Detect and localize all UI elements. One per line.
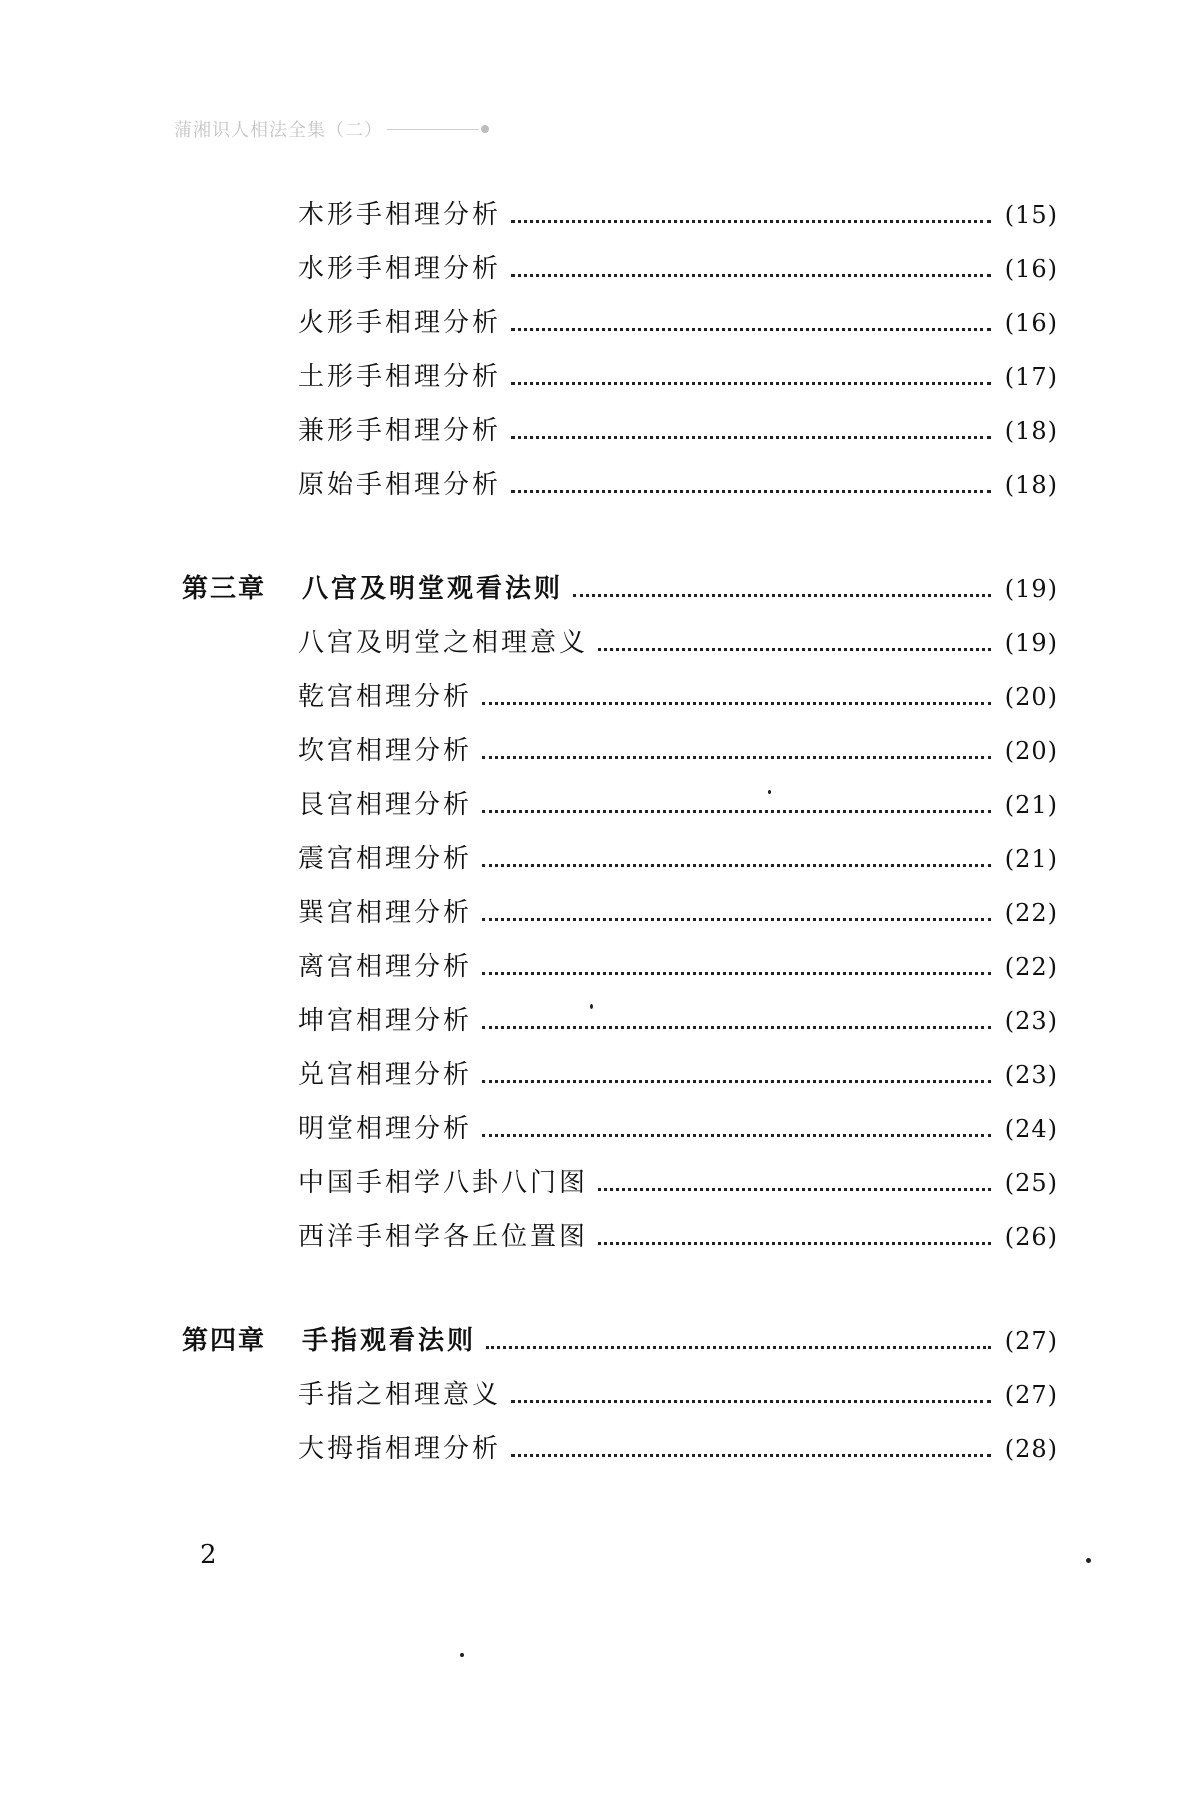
toc-chapter-row (182, 1320, 1058, 1360)
toc-section-row (298, 946, 1058, 986)
toc-dot-leader (511, 274, 991, 277)
toc-dot-leader (486, 1346, 991, 1349)
page-number: 2 (200, 1540, 217, 1570)
toc-dot-leader (598, 1242, 991, 1245)
toc-section-row (298, 194, 1058, 234)
toc-entry-title: 原始手相理分析 (298, 470, 502, 500)
toc-page-ref: (22) (1004, 953, 1058, 981)
toc-dot-leader (482, 702, 991, 705)
toc-dot-leader (482, 1026, 991, 1029)
toc-dot-leader (598, 1188, 991, 1191)
toc-dot-leader (511, 220, 991, 223)
toc-entry-title: 巽宫相理分析 (298, 898, 473, 928)
toc-section-row (298, 464, 1058, 504)
toc-entry-title: 震宫相理分析 (298, 844, 473, 874)
header-rule (387, 129, 479, 130)
toc-page-ref: (23) (1004, 1007, 1058, 1035)
scan-speck (460, 1653, 464, 1657)
toc-chapter-number: 第三章 (182, 574, 267, 604)
toc-entry-title: 坤宫相理分析 (298, 1006, 473, 1036)
toc-entry-title: 土形手相理分析 (298, 362, 502, 392)
toc-entry-title: 乾宫相理分析 (298, 682, 473, 712)
toc-section-row (298, 730, 1058, 770)
toc-page-ref: (18) (1004, 417, 1058, 445)
toc-section-row (298, 1428, 1058, 1468)
scan-speck (768, 790, 771, 794)
toc-page-ref: (20) (1004, 737, 1058, 765)
toc-section-row (298, 1374, 1058, 1414)
toc-dot-leader (482, 1134, 991, 1137)
toc-section-row (298, 1162, 1058, 1202)
toc-dot-leader (511, 382, 991, 385)
toc-chapter-row (182, 568, 1058, 608)
toc-section-row (298, 1108, 1058, 1148)
toc-section-row (298, 356, 1058, 396)
toc-page-ref: (24) (1004, 1115, 1058, 1143)
toc-entry-title: 大拇指相理分析 (298, 1434, 502, 1464)
scan-speck (590, 1004, 593, 1009)
toc-entry-title: 离宫相理分析 (298, 952, 473, 982)
toc-chapter-number: 第四章 (182, 1326, 267, 1356)
toc-entry-title: 水形手相理分析 (298, 254, 502, 284)
toc-dot-leader (511, 490, 991, 493)
toc-entry-title: 八宫及明堂之相理意义 (298, 628, 589, 658)
toc-dot-leader (482, 918, 991, 921)
toc-entry-title: 八宫及明堂观看法则 (302, 574, 564, 604)
toc-entry-title: 手指之相理意义 (298, 1380, 502, 1410)
toc-dot-leader (482, 972, 991, 975)
toc-page-ref: (25) (1004, 1169, 1058, 1197)
toc-dot-leader (511, 328, 991, 331)
toc-section-row (298, 248, 1058, 288)
toc-page-ref: (16) (1004, 309, 1058, 337)
toc-dot-leader (511, 1400, 991, 1403)
toc-section-row (298, 622, 1058, 662)
toc-section-row (298, 302, 1058, 342)
header-ornament-icon (481, 125, 489, 133)
toc-entry-title: 明堂相理分析 (298, 1114, 473, 1144)
toc-section-row (298, 1054, 1058, 1094)
toc-dot-leader (482, 810, 991, 813)
toc-entry-title: 艮宫相理分析 (298, 790, 473, 820)
toc-entry-title: 手指观看法则 (302, 1326, 477, 1356)
toc-page-ref: (27) (1004, 1327, 1058, 1355)
toc-page-ref: (28) (1004, 1435, 1058, 1463)
toc-page-ref: (21) (1004, 791, 1058, 819)
toc-section-row (298, 1216, 1058, 1256)
toc-section-row (298, 892, 1058, 932)
toc-page-ref: (15) (1004, 201, 1058, 229)
toc-dot-leader (573, 594, 991, 597)
toc-entry-title: 兑宫相理分析 (298, 1060, 473, 1090)
toc-entry-title: 坎宫相理分析 (298, 736, 473, 766)
toc-page-ref: (18) (1004, 471, 1058, 499)
scan-speck (1086, 1558, 1091, 1563)
toc-section-row (298, 410, 1058, 450)
toc-page-ref: (23) (1004, 1061, 1058, 1089)
toc-entry-title: 火形手相理分析 (298, 308, 502, 338)
toc-page-ref: (19) (1004, 575, 1058, 603)
toc-dot-leader (482, 864, 991, 867)
toc-dot-leader (482, 1080, 991, 1083)
toc-dot-leader (511, 1454, 991, 1457)
toc-dot-leader (598, 648, 991, 651)
toc-page-ref: (21) (1004, 845, 1058, 873)
toc-entry-title: 西洋手相学各丘位置图 (298, 1222, 589, 1252)
toc-entry-title: 木形手相理分析 (298, 200, 502, 230)
running-header-title: 蒲湘识人相法全集（二） (174, 120, 383, 141)
toc-page-ref: (17) (1004, 363, 1058, 391)
toc-page-ref: (26) (1004, 1223, 1058, 1251)
toc-section-row (298, 1000, 1058, 1040)
toc-entry-title: 中国手相学八卦八门图 (298, 1168, 589, 1198)
toc-page-ref: (22) (1004, 899, 1058, 927)
toc-section-row (298, 838, 1058, 878)
toc-page-ref: (27) (1004, 1381, 1058, 1409)
running-header (174, 116, 489, 142)
toc-page-ref: (20) (1004, 683, 1058, 711)
toc-entry-title: 兼形手相理分析 (298, 416, 502, 446)
toc-page-ref: (16) (1004, 255, 1058, 283)
toc-dot-leader (482, 756, 991, 759)
toc-dot-leader (511, 436, 991, 439)
toc-page-ref: (19) (1004, 629, 1058, 657)
toc-section-row (298, 784, 1058, 824)
toc-section-row (298, 676, 1058, 716)
